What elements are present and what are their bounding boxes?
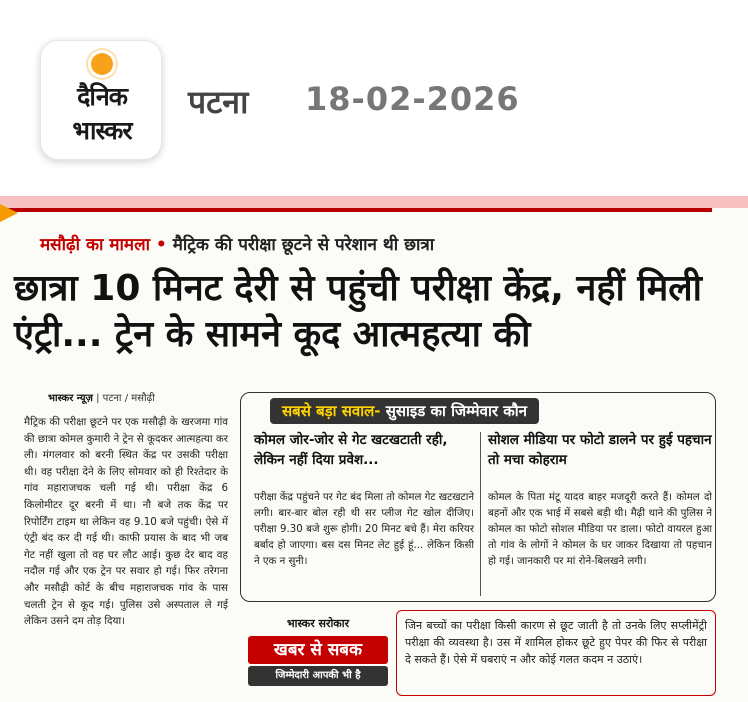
subbody-left: परीक्षा केंद्र पहुंचने पर गेट बंद मिला तो कोमल गेट खटखटाने लगी। बार-बार बोल रही थी सर प्लीज गेट खोल दीजिए। परीक्षा 9.30 बजे शुरू होगी। 20 मिनट बचे हैं। मेरा करियर बर्बाद हो जाएगा। बस दस मिनट लेट हुई हूं... लेकिन किसी ने एक न सुनी।: [254, 492, 474, 567]
article-byline: [48, 390, 155, 404]
newspaper-clipping: [0, 196, 748, 702]
article-headline: छात्रा 10 मिनट देरी से पहुंची परीक्षा केंद्र, नहीं मिली एंट्री... ट्रेन के सामने कूद आत्महत्या की: [14, 268, 702, 355]
campaign-text: जिन बच्चों का परीक्षा किसी कारण से छूट जाती है तो उनके लिए सप्लीमेंट्री परीक्षा की व्यवस्था है। उस में शामिल होकर छूटे हुए पेपर की फिर से परीक्षा दे सकते हैं। ऐसे में घबराएं न और कोई गलत कदम न उठाएं।: [396, 610, 716, 696]
kicker-text: मैट्रिक की परीक्षा छूटने से परेशान थी छात्रा: [172, 235, 435, 255]
edition-city: पटना: [188, 83, 249, 121]
byline-location: | पटना / मसौढ़ी: [92, 393, 155, 404]
logo-text-line2: भास्कर: [72, 116, 132, 145]
question-box-title: [270, 398, 539, 424]
byline-source: भास्कर न्यूज़: [48, 393, 93, 404]
box-title-rest: सुसाइड का जिम्मेवार कौन: [380, 402, 527, 420]
subbody-right: कोमल के पिता मंटू यादव बाहर मजदूरी करते हैं। कोमल दो बहनों और एक भाई में सबसे बड़ी थी। मैढ़ी थाने की पुलिस ने कोमल का फोटो सोशल मीडिया पर डाला। फोटो वायरल हुआ तो गांव के लोगों ने कोमल के घर जाकर दिखाया तो पहचान हो गई। जानकारी पर मां रोने-बिलखने लगी।: [488, 492, 712, 567]
campaign-label: भास्कर सरोकार: [286, 617, 350, 630]
app-header: [0, 0, 748, 190]
article-body: मैट्रिक की परीक्षा छूटने पर एक मसौढ़ी के खरजमा गांव की छात्रा कोमल कुमारी ने ट्रेन से कूदकर आत्महत्या कर ली। मंगलवार को बरनी स्थित केंद्र पर उसकी परीक्षा थी। वह परीक्षा देने के लिए सोमवार को ही रिश्तेदार के गांव महाराजचक चली गई थी। परीक्षा केंद्र 6 किलोमीटर दूर बरनी में था। नौ बजे तक केंद्र पर रिपोर्टिंग टाइम था लेकिन वह 9.10 बजे पहुंची। ऐसे में एंट्री बंद कर दी गई थी। काफी प्रयास के बाद भी जब गेट नहीं खुला तो वह घर लौट आई। कुछ देर बाद वह नदौल गई और एक ट्रेन पर सवार हो गई। फिर तरेगना और मसौढ़ी कोर्ट के बीच महाराजचक गांव के पास चलती ट्रेन से कूद गई। पुलिस उसे अस्पताल ले गई लेकिन उसने दम तोड़ दिया।: [24, 416, 228, 628]
sun-icon: [91, 53, 113, 75]
kicker-place: मसौढ़ी का मामला: [40, 235, 150, 255]
box-title-highlight: सबसे बड़ा सवाल-: [282, 402, 381, 420]
column-divider: [480, 432, 481, 596]
kicker-separator: •: [155, 235, 167, 255]
subhead-right: सोशल मीडिया पर फोटो डालने पर हुई पहचान तो मचा कोहराम: [488, 432, 712, 468]
dainik-bhaskar-logo[interactable]: [40, 40, 162, 160]
folio-bar: [0, 196, 748, 208]
campaign-tagline: जिम्मेदारी आपकी भी है: [248, 666, 388, 686]
folio-strip: [0, 208, 712, 212]
subhead-left: कोमल जोर-जोर से गेट खटखटाती रही, लेकिन नहीं दिया प्रवेश...: [254, 432, 448, 468]
edition-date: 18-02-2026: [305, 80, 520, 118]
campaign-badge: खबर से सबक: [248, 636, 388, 664]
article-kicker: [40, 232, 720, 255]
logo-text-line1: दैनिक: [77, 82, 127, 111]
